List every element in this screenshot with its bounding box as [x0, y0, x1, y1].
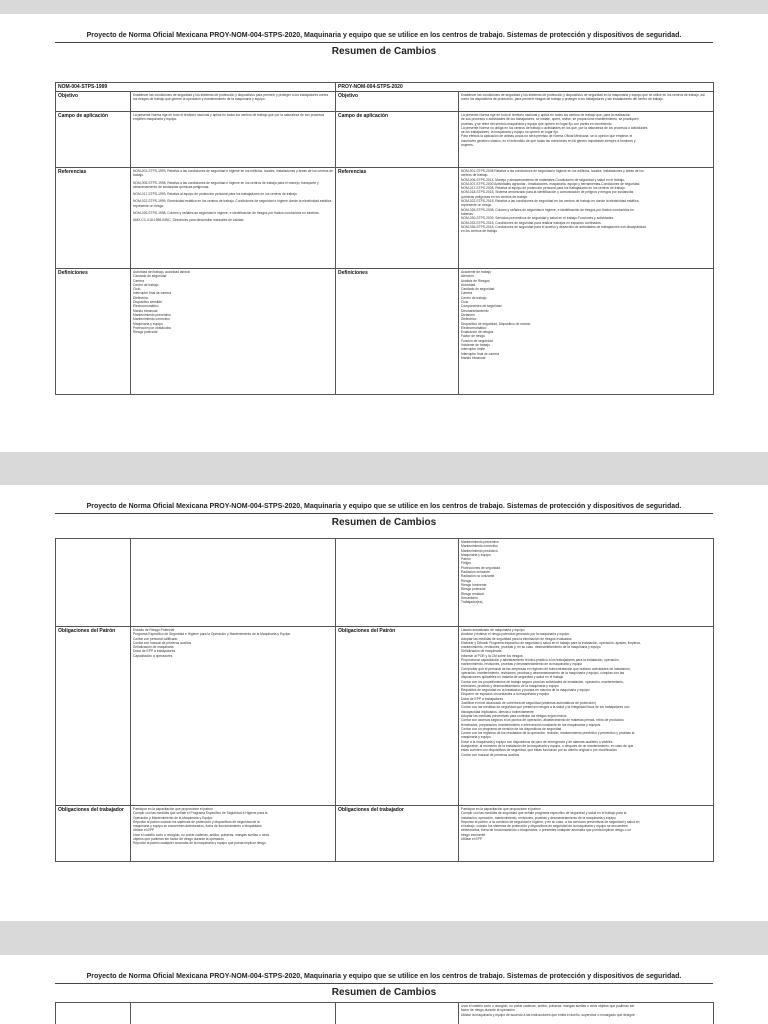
page-header: Proyecto de Norma Oficial Mexicana PROY-NOM-004-STPS-2020, Maquinaria y equipo que se utilice en los centros de trabajo. Sistemas de protección y dispositivos de seguridad.	[86, 503, 682, 510]
list-item: Dieléctrico	[461, 317, 477, 322]
campo-old-text: La presente Norma rige en todo el territorio nacional y aplica en todos los centros de trabajo que por la naturaleza de sus procesos empleen maquinaria y equipo.	[131, 112, 336, 168]
obligaciones-trabajador-new-continued: Usar el cabello corto o recogido, no portar cadenas, anillos, pulseras, mangas sueltas u otros objetos que pudieran ser factor de riesgo durante la operación Utilizar la maquinaria y equipo de acuerdo a las instrucciones que emita el dueño, supervisor o encargado que designe	[459, 1003, 714, 1024]
obligaciones-trabajador-old-list: Participar en la capacitación que proporcione el patrón Cumplir con las medidas que señale el Programa Específico de Seguridad e Higiene para la Operación y Mantenimiento de la Maquinaria y Equipo Reportar al patrón cuando los sistemas de protección y dispositivos de seguridad de la maquinaria y equipo se encuentren deteriorados, fuera de funcionamiento o bloqueados Utilizar el EPP Usar el cabello corto o recogido, no portar cadenas, anillos, pulseras, mangas sueltas u otros objetos que pudieran ser factor de riesgo durante la operación Reportar al patrón cualquier anomalía de la maquinaria y equipo que pueda implicar riesgo	[131, 806, 336, 862]
list-item: Dispositivo de seguridad, Dispositivo de mando	[461, 321, 531, 326]
row-label-campo: Campo de aplicación	[56, 112, 131, 168]
page-title: Resumen de Cambios	[331, 517, 437, 528]
list-item: Evaluación de riesgos	[461, 330, 494, 335]
page-header: Proyecto de Norma Oficial Mexicana PROY-NOM-004-STPS-2020, Maquinaria y equipo que se utilice en los centros de trabajo. Sistemas de protección y dispositivos de seguridad.	[86, 32, 682, 39]
list-item: Accidente de trabajo	[461, 270, 492, 274]
campo-new-text: La presente Norma rige en todo el territorio nacional y aplica en todos los centros de trabajo que, para la realización de sus procesos o actividades de los trabajadores, se instale, opere, revise, se proporcione mantenimiento, se practiquen pruebas, y se retire del servicio maquinaria y equipo que operen en lugar fijo con partes en movimiento. La presente Norma no obliga en los centros de trabajo o actividades en los que, por la naturaleza de los procesos o actividades de los trabajadores, la maquinaria y equipo no operen en lugar fijo. Para efectos la aplicación de ambas cosas no será previsto de Norma Oficial Mexicana, se lo opinión que emplear, el insumo/es genérico clásico, en el entendido de que todas las menciones en fal género importarán siempre a hombres y mujeres.	[459, 112, 714, 168]
changes-table	[55, 82, 714, 395]
list-item: Trabajador(es)	[461, 600, 483, 605]
row-obligaciones-trabajador-continued	[56, 1003, 714, 1024]
column-header-new: PROY-NOM-004-STPS-2020	[336, 83, 714, 92]
objetivo-old-text: Establecer las condiciones de seguridad y los sistemas de protección y dispositivos para prevenir y proteger a los trabajadores contra los riesgos de trabajo que genere la operación y mantenimiento de la maquinaria y equipo.	[131, 92, 336, 112]
list-item: Contar con manual de primeros auxilios	[133, 640, 192, 645]
list-item: Mantenimiento preventivo	[133, 312, 171, 317]
changes-table-page3	[55, 1002, 714, 1024]
row-label-obligaciones-patron: Obligaciones del Patrón	[56, 627, 131, 806]
list-item: Autoridad del trabajo, autoridad laboral	[133, 270, 190, 274]
list-item: Radiación ionizante	[461, 570, 490, 575]
list-item: Interruptor final de carrera	[461, 351, 500, 356]
list-item: Ciclo	[133, 287, 141, 292]
list-item: Interruptor final de carrera	[133, 291, 172, 296]
list-item: Atención	[461, 274, 474, 279]
obligaciones-patron-old-list	[131, 627, 336, 806]
page-header: Proyecto de Norma Oficial Mexicana PROY-NOM-004-STPS-2020, Maquinaria y equipo que se utilice en los centros de trabajo. Sistemas de protección y dispositivos de seguridad.	[86, 973, 682, 980]
row-definiciones-continued	[56, 539, 714, 627]
list-item: Electroneumático	[461, 325, 487, 330]
list-item: Ciclo	[461, 300, 469, 305]
list-item: Desmantelamiento	[461, 308, 489, 313]
list-item: Protección por obstáculos	[133, 325, 171, 330]
row-label-objetivo-new: Objetivo	[336, 92, 459, 112]
list-item: Riesgo potencial	[133, 330, 158, 335]
list-item: Riesgo	[461, 578, 472, 583]
list-item: Riesgo potencial	[461, 587, 486, 592]
objetivo-new-text: Establecer las condiciones de seguridad y los sistemas de protección y dispositivos de seguridad en la maquinaria y equipo que se utilice en los centros de trabajo, así como los dispositivos de protección, para prevenir riesgos de trabajo y proteger a los trabajadores y las instalaciones del centro de trabajo.	[459, 92, 714, 112]
row-objetivo	[56, 92, 714, 112]
row-label-referencias-new: Referencias	[336, 168, 459, 269]
list-item: Carrera	[461, 291, 473, 296]
document-page-3	[0, 955, 768, 1024]
changes-table-continued	[55, 538, 714, 862]
list-item: Mantenimiento predictivo	[461, 548, 498, 553]
header-rule	[55, 983, 713, 984]
referencias-new-text: NOM-001-STPS-2008 Relativa a las condiciones de seguridad e higiene en los edificios, locales, instalaciones y áreas de los centros de trabajo. NOM-006-STPS-2014, Manejo y almacenamiento de materiales-Condiciones de seguridad y salud en el trabajo. NOM-007-STPS-2000 Actividades agrícolas - Instalaciones, maquinaria, equipo y herramientas-Condiciones de seguridad. NOM-017-STPS-2008, Relativa al equipo de protección personal para los trabajadores en los centros de trabajo. NOM-018-STPS-2015, Sistema armonizado para la identificación y comunicación de peligros y riesgos por sustancias químicas peligrosas en los centros de trabajo. NOM-022-STPS-2015, Relativa a las condiciones de seguridad en los centros de trabajo en donde la electricidad estática represente un riesgo. NOM-026-STPS-2008, Colores y señales de seguridad e higiene, e identificación de riesgos por fluidos conducidos en tuberías. NOM-030-STPS-2009, Servicios preventivos de seguridad y salud en el trabajo-Funciones y actividades. NOM-033-STPS-2015, Condiciones de seguridad para realizar trabajos en espacios confinados. NOM-036-STPS-2018, Condiciones de seguridad para el acceso y desarrollo de actividades de trabajadores con discapacidad en los centros de trabajo.	[459, 168, 714, 269]
document-page-1	[0, 14, 768, 452]
list-item: Mantenimiento correctivo	[461, 544, 498, 549]
row-label-obligaciones-trabajador: Obligaciones del trabajador	[56, 806, 131, 862]
list-item: Función de seguridad	[461, 338, 493, 343]
list-item: Riesgo inminente	[461, 582, 487, 587]
list-item: Mantenimiento preventivo	[461, 540, 499, 544]
list-item: Señalización de maquinaria	[133, 645, 174, 650]
list-item: Capacitación a operadores	[133, 653, 173, 658]
list-item: Interruptor límite	[461, 347, 486, 352]
list-item: Estudio de Riesgo Potencial	[133, 628, 175, 632]
list-item: Maquinaria y equipo	[133, 321, 163, 326]
list-item: Radiación no ionizante	[461, 574, 495, 579]
list-item: Dieléctrico	[133, 295, 149, 300]
table-header-row	[56, 83, 714, 92]
row-label-definiciones-new: Definiciones	[336, 269, 459, 395]
list-item: Mando bimanual	[461, 355, 486, 360]
definiciones-new-list-continued	[459, 539, 714, 627]
page-title: Resumen de Cambios	[331, 46, 437, 57]
definiciones-old-list	[131, 269, 336, 395]
list-item: Dotar de EPP a trabajadores	[133, 649, 176, 654]
list-item: Incidente de trabajo	[461, 343, 490, 348]
list-item: Análisis de Riesgos	[461, 278, 490, 283]
row-label-obligaciones-patron-new: Obligaciones del Patrón	[336, 627, 459, 806]
row-campo-aplicacion	[56, 112, 714, 168]
page-title: Resumen de Cambios	[331, 987, 437, 998]
list-item: Mando bimanual	[133, 308, 158, 313]
row-obligaciones-patron	[56, 627, 714, 806]
header-rule	[55, 513, 713, 514]
list-item: Candado de seguridad	[133, 274, 167, 279]
row-label-objetivo: Objetivo	[56, 92, 131, 112]
list-item: Riesgo residual	[461, 591, 484, 596]
list-item: Candado de seguridad	[461, 287, 495, 292]
row-referencias	[56, 168, 714, 269]
list-item: Centro de trabajo	[461, 295, 487, 300]
list-item: Carrera	[133, 278, 145, 283]
document-page-2	[0, 485, 768, 921]
list-item: Secundario	[461, 595, 478, 600]
definiciones-new-list	[459, 269, 714, 395]
row-label-obligaciones-trabajador-new: Obligaciones del trabajador	[336, 806, 459, 862]
obligaciones-trabajador-new-list: Participar en la capacitación que proporcione el patrón Cumplir con las medidas de seguridad que señale programa específico de seguridad y salud en el trabajo para la instalación, operación, mantenimiento, revisiones, pruebas y desmantelamiento de la maquinaria y equipo Reportar al patrón, a la comisión de seguridad e higiene, y en su caso, a los servicios preventivos de seguridad y salud en el trabajo, cuando los sistemas de protección y dispositivos de seguridad de la maquinaria y equipo se encuentren deteriorados, fuera de funcionamiento o bloqueados, o presentes cualquier anomalía que pueda implicar riesgo o un riesgo inminente Utilizar el EPP	[459, 806, 714, 862]
list-item: Autoridad	[461, 282, 476, 287]
list-item: Contar con personal calificado	[133, 636, 178, 641]
row-label-campo-new: Campo de aplicación	[336, 112, 459, 168]
list-item: Patrón	[461, 557, 471, 562]
header-rule	[55, 42, 713, 43]
list-item: Dispositivo sensible	[133, 300, 162, 305]
row-label-definiciones: Definiciones	[56, 269, 131, 395]
list-item: Electroneumático	[133, 304, 159, 309]
list-item: Programa Específico de Seguridad e Higiene para la Operación y Mantenimiento de la Maquinaria y Equipo	[133, 632, 291, 637]
row-label-referencias: Referencias	[56, 168, 131, 269]
row-definiciones	[56, 269, 714, 395]
list-item: Maquinaria y equipo	[461, 552, 491, 557]
list-item: Protecciones de seguridad	[461, 565, 501, 570]
list-item: Peligro	[461, 561, 472, 566]
list-item: Componentes de seguridad	[461, 304, 502, 309]
list-item: Factor de riesgo	[461, 334, 485, 339]
list-item: Mantenimiento correctivo	[133, 317, 170, 322]
row-obligaciones-trabajador	[56, 806, 714, 862]
list-item: Dictamen	[461, 312, 475, 317]
referencias-old-text: NOM-001-STPS-1993, Relativa a las condiciones de seguridad e higiene en los edificios, locales, instalaciones y áreas de los centros de trabajo. NOM-005-STPS-1998, Relativa a las condiciones de seguridad e higiene en los centros de trabajo para el manejo, transporte y almacenamiento de sustancias químicas peligrosas. NOM-017-STPS-1993, Relativa al equipo de protección personal para los trabajadores en los centros de trabajo. NOM-022-STPS-1999, Electricidad estática en los centros de trabajo. Condiciones de seguridad e higiene donde la electricidad estática represente un riesgo. NOM-026-STPS-1998, Colores y señales de seguridad e higiene, e identificación de riesgos por fluidos conducidos en tuberías. NMX-CC-018-1996-IMNC, Directrices para desarrollar manuales de calidad.	[131, 168, 336, 269]
obligaciones-patron-new-list: Listado actualizado de maquinaria y equipo Analizar y estimar el riesgo potencial generado por la maquinaria y equipo Adoptar las medidas de seguridad para la eliminación de riesgos evaluados Elaborar y Difundir Programa específico de seguridad y salud en el trabajo para la instalación, operación, ajustes, limpieza, mantenimiento, revisiones, pruebas y, en su caso, desmantelamiento de la maquinaria y equipo Señalización de maquinaria Informar al POE y la CM sobre los riesgos Proporcionar capacitación y adiestramiento teórico-práctico a los trabajadores para la instalación, operación, mantenimiento, revisiones, pruebas y desmantelamiento de la maquinaria y equipo Comprobar que el personal de las empresas en régimen de subcontratación que realicen actividades de instalación, operación, mantenimiento, revisiones, pruebas y desmantelamiento de la maquinaria y equipo, cumplan con las disposiciones aplicables en materia de seguridad y salud en el trabajo Contar con los procedimientos de trabajo seguro para las actividades de instalación, operación, mantenimiento, revisiones, pruebas y desmantelamiento de la maquinaria y equipo Requisitos de seguridad en la instalación y puesta en marcha de la maquinaria y equipo Disponer de espacios circundantes a la maquinaria y equipo Dotar de EPP a trabajadores Justificar el nivel alcanzado de cobertura de seguridad (sistemas automáticos de protección) Contar con las medidas de seguridad que preserven riesgos a la salud y la integridad física de los trabajadores con discapacidad implicados, directa o indirectamente Adoptar las medidas preventivas para controlar los riesgos ergonómicos Contar con accesos seguros a los puntos de operación, abastecimiento de materias primas, retiro de productos terminados, preparación, mantenimiento e intervención constante en las maquinarias y equipos Contar con un programa de revisión de los dispositivos de seguridad Contar con los registros de los resultados de la operación, revisión, mantenimiento predictivo y preventivo y pruebas la maquinaria y equipo Dotar a la maquinaria y equipo con dispositivos de paro de emergencia y de alarmas audibles o visibles Asegurarse, al momento de la instalación de la maquinaria y equipo, o después de un mantenimiento, en caso de que éstas cuenten con dispositivos de seguridad, que éstas funcionan por su diseño original o por modificación Contar con manual de primeros auxilios	[459, 627, 714, 806]
list-item: Centro de trabajo	[133, 282, 159, 287]
column-header-old: NOM-004-STPS-1999	[56, 83, 336, 92]
